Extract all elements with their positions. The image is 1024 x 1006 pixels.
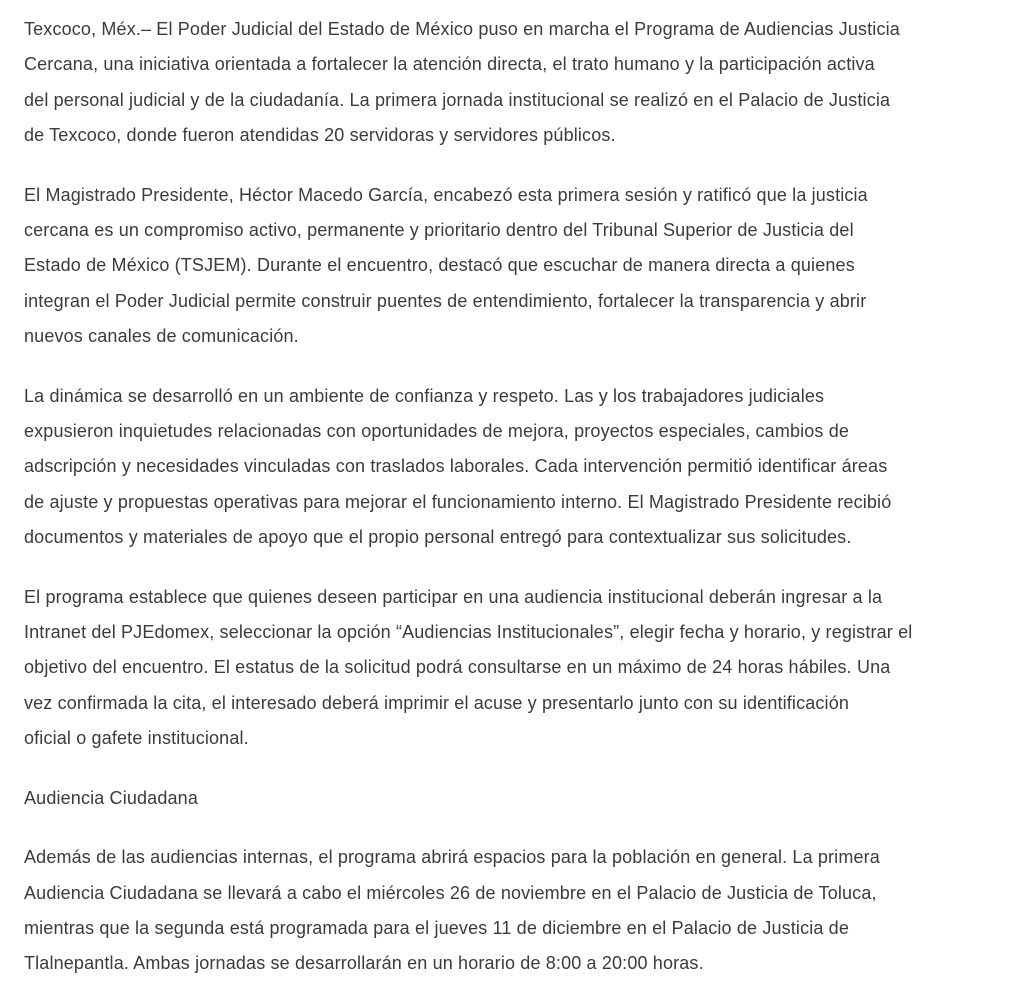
text-line: Además de las audiencias internas, el programa abrirá espacios para la población en general. La primera: [24, 847, 880, 868]
text-line: Intranet del PJEdomex, seleccionar la opción “Audiencias Institucionales”, elegir fecha y horario, y registrar el: [24, 621, 913, 642]
text-line: Audiencia Ciudadana: [24, 787, 198, 808]
text-line: de Texcoco, donde fueron atendidas 20 servidoras y servidores públicos.: [24, 124, 616, 145]
text-line: nuevos canales de comunicación.: [24, 325, 299, 346]
text-line: expusieron inquietudes relacionadas con oportunidades de mejora, proyectos especiales, cambios de: [24, 420, 850, 441]
text-line: Cercana, una iniciativa orientada a fortalecer la atención directa, el trato humano y la participación activa: [24, 54, 875, 75]
text-line: objetivo del encuentro. El estatus de la solicitud podrá consultarse en un máximo de 24 horas hábiles. Una: [24, 657, 891, 678]
article-paragraph: [24, 379, 1014, 555]
text-line: vez confirmada la cita, el interesado deberá imprimir el acuse y presentarlo junto con su identificación: [24, 692, 850, 713]
text-line: de ajuste y propuestas operativas para mejorar el funcionamiento interno. El Magistrado Presidente recibió: [24, 491, 892, 512]
article-paragraph: [24, 580, 1014, 756]
text-line: mientras que la segunda está programada para el jueves 11 de diciembre en el Palacio de Justicia de: [24, 918, 850, 939]
text-line: oficial o gafete institucional.: [24, 727, 249, 748]
article-paragraph: [24, 12, 1014, 153]
article-paragraph: [24, 178, 1014, 354]
article-paragraph: [24, 840, 1014, 981]
text-line: del personal judicial y de la ciudadanía. La primera jornada institucional se realizó en el Palacio de Justicia: [24, 89, 891, 110]
text-line: integran el Poder Judicial permite construir puentes de entendimiento, fortalecer la transparencia y abrir: [24, 290, 867, 311]
text-line: El Magistrado Presidente, Héctor Macedo García, encabezó esta primera sesión y ratificó que la justicia: [24, 184, 868, 205]
article-body: [24, 12, 1014, 1006]
text-line: Tlalnepantla. Ambas jornadas se desarrollarán en un horario de 8:00 a 20:00 horas.: [24, 953, 704, 974]
text-line: El programa establece que quienes deseen participar en una audiencia institucional deberán ingresar a la: [24, 586, 883, 607]
text-line: documentos y materiales de apoyo que el propio personal entregó para contextualizar sus solicitudes.: [24, 526, 852, 547]
text-line: Texcoco, Méx.– El Poder Judicial del Estado de México puso en marcha el Programa de Audiencias Justicia: [24, 19, 900, 39]
text-line: La dinámica se desarrolló en un ambiente de confianza y respeto. Las y los trabajadores judiciales: [24, 385, 825, 406]
text-line: Audiencia Ciudadana se llevará a cabo el miércoles 26 de noviembre en el Palacio de Justicia de Toluca,: [24, 882, 877, 903]
text-line: adscripción y necesidades vinculadas con traslados laborales. Cada intervención permitió identificar áreas: [24, 456, 888, 477]
section-heading: [24, 781, 1014, 816]
text-line: cercana es un compromiso activo, permanente y prioritario dentro del Tribunal Superior de Justicia del: [24, 219, 854, 240]
text-line: Estado de México (TSJEM). Durante el encuentro, destacó que escuchar de manera directa a quienes: [24, 255, 855, 276]
